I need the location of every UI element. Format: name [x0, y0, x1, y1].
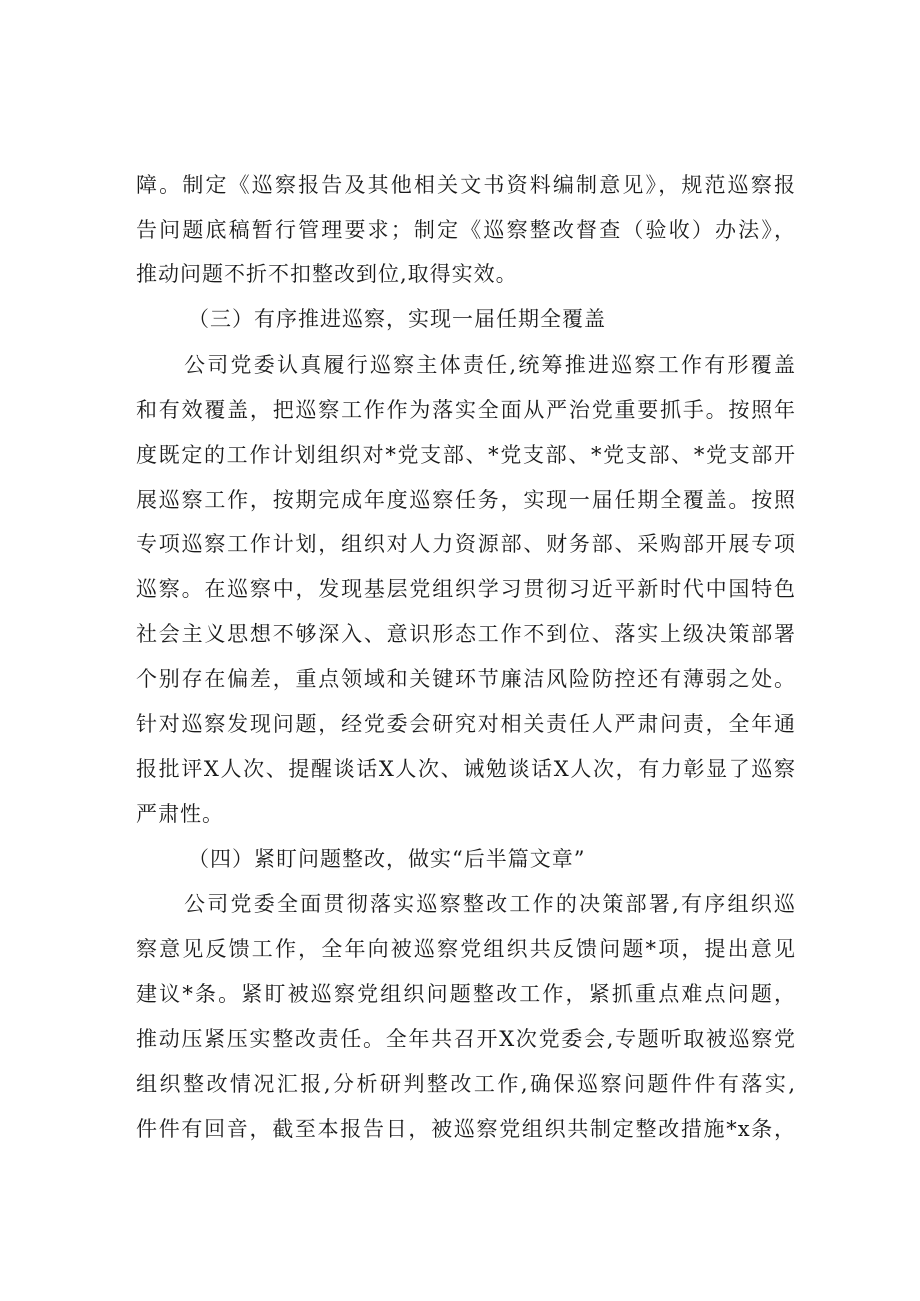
paragraph-2-line-4: 展巡察工作，按期完成年度巡察任务，实现一届任期全覆盖。按照 [136, 488, 796, 512]
paragraph-2-line-1: 公司党委认真履行巡察主体责任,统筹推进巡察工作有形覆盖 [184, 353, 796, 377]
paragraph-2-line-9: 针对巡察发现问题，经党委会研究对相关责任人严肃问责，全年通 [136, 712, 796, 736]
paragraph-2-line-8: 个别存在偏差，重点领域和关键环节廉洁风险防控还有薄弱之处。 [136, 667, 796, 691]
paragraph-2-line-6: 巡察。在巡察中，发现基层党组织学习贯彻习近平新时代中国特色 [136, 577, 796, 601]
paragraph-2-line-11: 严肃性。 [136, 802, 224, 826]
paragraph-3-line-4: 推动压紧压实整改责任。全年共召开X次党委会,专题听取被巡察党 [136, 1027, 796, 1051]
paragraph-3-line-2: 察意见反馈工作，全年向被巡察党组织共反馈问题*项，提出意见 [136, 937, 796, 961]
paragraph-3-line-3: 建议*条。紧盯被巡察党组织问题整改工作，紧抓重点难点问题， [136, 982, 796, 1006]
paragraph-2-line-10: 报批评X人次、提醒谈话X人次、诫勉谈话X人次，有力彰显了巡察 [136, 757, 796, 781]
paragraph-1-line-2: 告问题底稿暂行管理要求；制定《巡察整改督查（验收）办法》， [136, 218, 796, 242]
paragraph-1-line-1: 障。制定《巡察报告及其他相关文书资料编制意见》，规范巡察报 [136, 173, 796, 197]
paragraph-2-line-5: 专项巡察工作计划，组织对人力资源部、财务部、采购部开展专项 [136, 532, 796, 556]
section-heading-3: （三）有序推进巡察，实现一届任期全覆盖 [188, 307, 606, 331]
paragraph-2-line-2: 和有效覆盖，把巡察工作作为落实全面从严治党重要抓手。按照年 [136, 398, 796, 422]
paragraph-3-line-1: 公司党委全面贯彻落实巡察整改工作的决策部署,有序组织巡 [184, 892, 796, 916]
paragraph-3-line-6: 件件有回音，截至本报告日，被巡察党组织共制定整改措施*x条， [136, 1117, 796, 1141]
paragraph-2-line-7: 社会主义思想不够深入、意识形态工作不到位、落实上级决策部署 [136, 622, 796, 646]
section-heading-4: （四）紧盯问题整改，做实“后半篇文章” [188, 847, 586, 871]
paragraph-2-line-3: 度既定的工作计划组织对*党支部、*党支部、*党支部、*党支部开 [136, 443, 796, 467]
paragraph-3-line-5: 组织整改情况汇报,分析研判整改工作,确保巡察问题件件有落实, [136, 1072, 796, 1096]
paragraph-1-line-3: 推动问题不折不扣整改到位,取得实效。 [136, 262, 518, 286]
